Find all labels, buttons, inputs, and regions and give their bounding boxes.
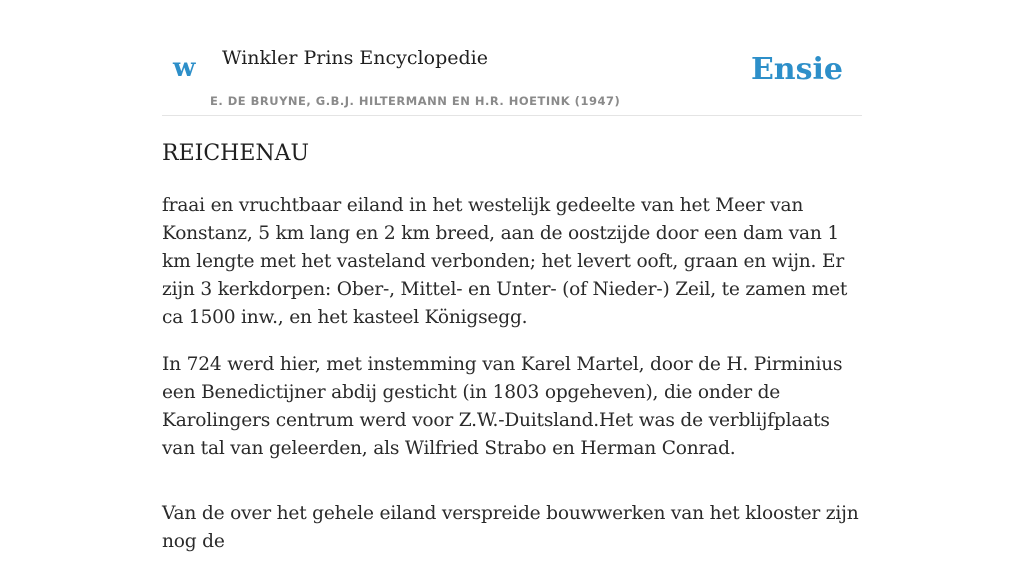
book-title[interactable]: Winkler Prins Encyclopedie [222,47,488,69]
book-authors: E. DE BRUYNE, G.B.J. HILTERMANN EN H.R. HOETINK (1947) [210,94,621,108]
encyclopedia-logo[interactable]: w [173,53,196,83]
header [162,40,862,116]
entry-paragraph: In 724 werd hier, met instemming van Karel Martel, door de H. Pirminius een Benedictijner abdij gesticht (in 1803 opgeheven), die onder de Karolingers centrum werd voor Z.W.-Duitsland.Het was de verblijfplaats van tal van geleerden, als Wilfried Strabo en Herman Conrad. [162,354,843,459]
entry-paragraph: fraai en vruchtbaar eiland in het westelijk gedeelte van het Meer van Konstanz, 5 km lang en 2 km breed, aan de oostzijde door een dam van 1 km lengte met het vasteland verbonden; het levert ooft, graan en wijn. Er zijn 3 kerkdorpen: Ober-, Mittel- en Unter- (of Nieder-) Zeil, te zamen met ca 1500 inw., en het kasteel Königsegg. [162,195,848,328]
entry-body [162,192,866,575]
entry-paragraph: Van de over het gehele eiland verspreide bouwwerken van het klooster zijn nog de [162,503,859,552]
entry-headword: REICHENAU [162,141,310,166]
ensie-brand-logo[interactable]: Ensie [750,52,843,87]
